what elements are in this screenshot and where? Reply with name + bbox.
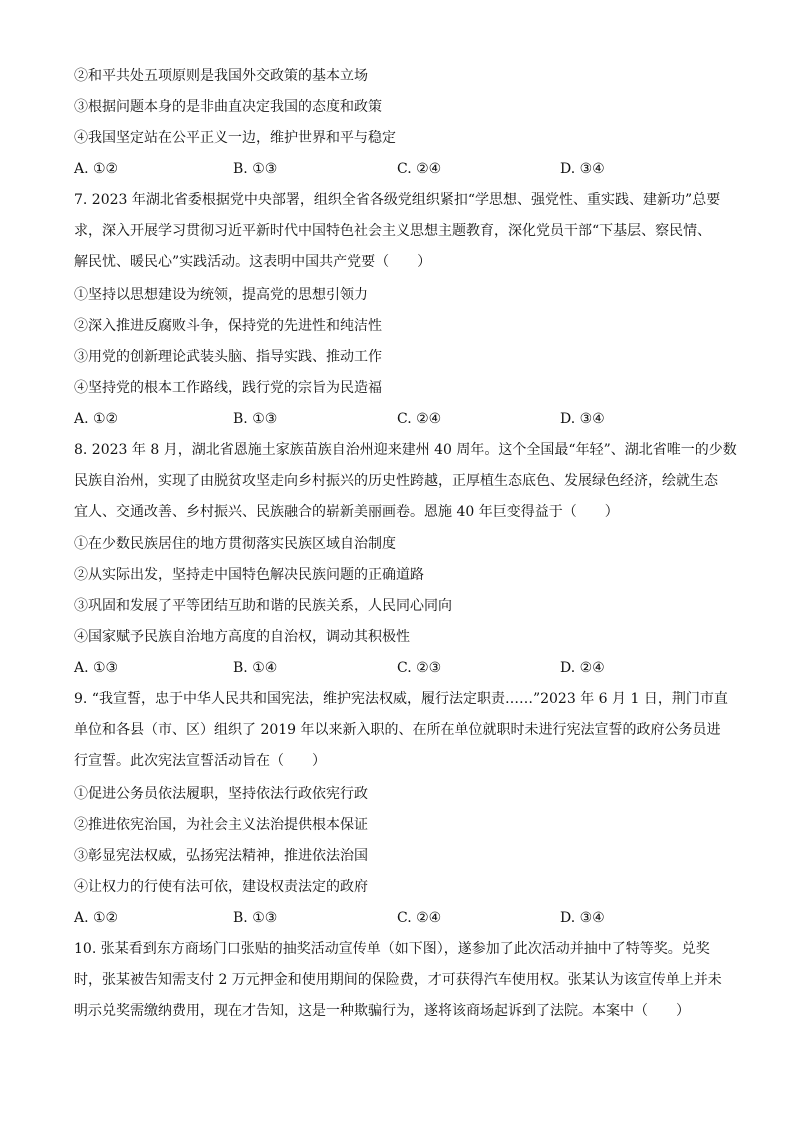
q6-item-2: ②和平共处五项原则是我国外交政策的基本立场: [74, 68, 368, 84]
q6-option-d: D. ③④: [560, 161, 605, 177]
q7-stem-line: 解民忧、暖民心”实践活动。这表明中国共产党要（ ）: [74, 254, 432, 270]
q9-option-d: D. ③④: [560, 910, 605, 926]
q8-stem-line: 民族自治州，实现了由脱贫攻坚走向乡村振兴的历史性跨越，正厚植生态底色、发展绿色经济，绘就生态: [74, 473, 718, 489]
q8-option-a: A. ①③: [74, 660, 119, 676]
q8-option-d: D. ②④: [560, 660, 605, 676]
q9-stem: [74, 684, 728, 777]
q9-option-b: B. ①③: [233, 910, 278, 926]
q9-stem-line: 9. “我宣誓，忠于中华人民共和国宪法，维护宪法权威，履行法定职责……”2023 年 6 月 1 日，荆门市直: [74, 691, 728, 707]
q8-stem-line: 宜人、交通改善、乡村振兴、民族融合的崭新美丽画卷。恩施 40 年巨变得益于（ ）: [74, 504, 619, 520]
q7-stem: [74, 185, 720, 278]
q6-item-4: ④我国坚定站在公平正义一边，维护世界和平与稳定: [74, 130, 396, 146]
q9-option-a: A. ①②: [74, 910, 119, 926]
q9-item-3: ③彰显宪法权威，弘扬宪法精神，推进依法治国: [74, 848, 368, 864]
q8-stem: [74, 435, 737, 528]
q7-stem-line: 求，深入开展学习贯彻习近平新时代中国特色社会主义思想主题教育，深化党员干部“下基层、察民情、: [74, 223, 712, 239]
q6-options: [74, 160, 694, 178]
q10-stem-line: 明示兑奖需缴纳费用，现在才告知，这是一种欺骗行为，遂将该商场起诉到了法院。本案中（ ）: [74, 1003, 690, 1019]
q9-stem-line: 行宣誓。此次宪法宣誓活动旨在（ ）: [74, 753, 326, 769]
q8-stem-line: 8. 2023 年 8 月，湖北省恩施土家族苗族自治州迎来建州 40 周年。这个全国最“年轻”、湖北省唯一的少数: [74, 442, 737, 458]
q7-options: [74, 410, 694, 428]
q7-item-2: ②深入推进反腐败斗争，保持党的先进性和纯洁性: [74, 318, 382, 334]
q8-options: [74, 659, 694, 677]
q9-option-c: C. ②④: [397, 910, 442, 926]
q8-item-1: ①在少数民族居住的地方贯彻落实民族区域自治制度: [74, 536, 396, 552]
q7-option-d: D. ③④: [560, 411, 605, 427]
q8-item-2: ②从实际出发，坚持走中国特色解决民族问题的正确道路: [74, 567, 424, 583]
q9-item-2: ②推进依宪治国，为社会主义法治提供根本保证: [74, 817, 368, 833]
q8-item-4: ④国家赋予民族自治地方高度的自治权，调动其积极性: [74, 629, 410, 645]
q7-option-c: C. ②④: [397, 411, 442, 427]
q7-stem-line: 7. 2023 年湖北省委根据党中央部署，组织全省各级党组织紧扣“学思想、强党性、重实践、建新功”总要: [74, 192, 721, 208]
q6-option-b: B. ①③: [233, 161, 278, 177]
q10-stem-line: 10. 张某看到东方商场门口张贴的抽奖活动宣传单（如下图），遂参加了此次活动并抽中了特等奖。兑奖: [74, 941, 710, 957]
q6-item-3: ③根据问题本身的是非曲直决定我国的态度和政策: [74, 99, 382, 115]
q6-option-c: C. ②④: [397, 161, 442, 177]
q9-options: [74, 909, 694, 927]
q9-stem-line: 单位和各县（市、区）组织了 2019 年以来新入职的、在所在单位就职时未进行宪法宣誓的政府公务员进: [74, 722, 721, 738]
q9-item-4: ④让权力的行使有法可依，建设权责法定的政府: [74, 879, 368, 895]
q7-item-3: ③用党的创新理论武装头脑、指导实践、推动工作: [74, 349, 382, 365]
q9-item-1: ①促进公务员依法履职，坚持依法行政依宪行政: [74, 786, 368, 802]
q10-stem-line: 时，张某被告知需支付 2 万元押金和使用期间的保险费，才可获得汽车使用权。张某认为该宣传单上并未: [74, 972, 722, 988]
q7-item-1: ①坚持以思想建设为统领，提高党的思想引领力: [74, 287, 368, 303]
q7-item-4: ④坚持党的根本工作路线，践行党的宗旨为民造福: [74, 380, 382, 396]
q7-option-a: A. ①②: [74, 411, 119, 427]
q8-option-b: B. ①④: [233, 660, 278, 676]
q8-option-c: C. ②③: [397, 660, 442, 676]
q10-stem: [74, 934, 720, 1027]
q8-item-3: ③巩固和发展了平等团结互助和谐的民族关系，人民同心同向: [74, 598, 452, 614]
q6-option-a: A. ①②: [74, 161, 119, 177]
q7-option-b: B. ①③: [233, 411, 278, 427]
